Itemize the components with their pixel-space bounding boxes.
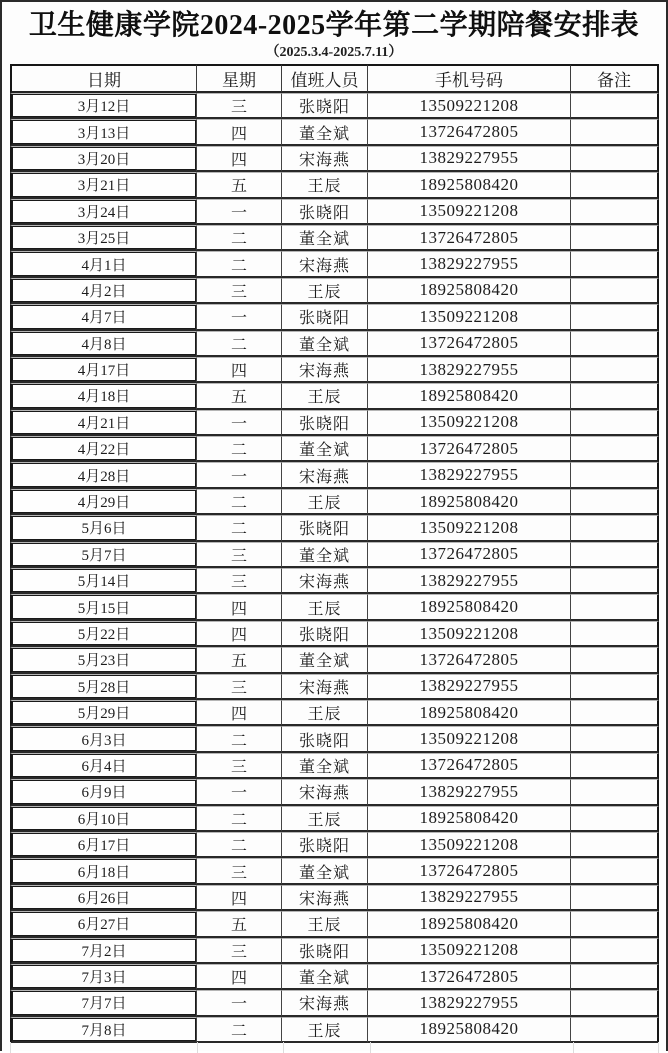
- remark-cell: [571, 779, 659, 805]
- remark-cell: [571, 858, 659, 884]
- remark-cell: [571, 542, 659, 568]
- date-cell: 4月17日: [10, 357, 197, 383]
- person-cell: 宋海燕: [282, 885, 368, 911]
- remark-cell: [571, 119, 659, 145]
- weekday-cell: 四: [197, 621, 282, 647]
- weekday-cell: 三: [197, 93, 282, 119]
- table-header-row: [10, 64, 659, 93]
- phone-cell: 13829227955: [368, 990, 571, 1016]
- remark-cell: [571, 700, 659, 726]
- person-cell: 张晓阳: [282, 938, 368, 964]
- date-cell: 6月10日: [10, 806, 197, 832]
- header-person: 值班人员: [282, 64, 368, 93]
- person-cell: 董全斌: [282, 858, 368, 884]
- remark-cell: [571, 146, 659, 172]
- person-cell: 宋海燕: [282, 779, 368, 805]
- weekday-cell: 二: [197, 225, 282, 251]
- date-cell: 4月8日: [10, 331, 197, 357]
- remark-cell: [571, 225, 659, 251]
- person-cell: 王辰: [282, 172, 368, 198]
- remark-cell: [571, 753, 659, 779]
- person-cell: 王辰: [282, 911, 368, 937]
- person-cell: 宋海燕: [282, 251, 368, 277]
- weekday-cell: 四: [197, 357, 282, 383]
- phone-cell: 13829227955: [368, 146, 571, 172]
- date-cell: 4月21日: [10, 410, 197, 436]
- phone-cell: 13509221208: [368, 621, 571, 647]
- weekday-cell: 四: [197, 146, 282, 172]
- person-cell: 宋海燕: [282, 462, 368, 488]
- remark-cell: [571, 990, 659, 1016]
- table-row: [10, 779, 659, 805]
- weekday-cell: 二: [197, 806, 282, 832]
- table-row: [10, 594, 659, 620]
- weekday-cell: 一: [197, 990, 282, 1016]
- person-cell: 王辰: [282, 383, 368, 409]
- table-row: [10, 990, 659, 1016]
- phone-cell: 18925808420: [368, 383, 571, 409]
- date-cell: 5月14日: [10, 568, 197, 594]
- weekday-cell: 一: [197, 410, 282, 436]
- date-cell: 6月17日: [10, 832, 197, 858]
- table-row: [10, 172, 659, 198]
- person-cell: 张晓阳: [282, 515, 368, 541]
- phone-cell: 13509221208: [368, 199, 571, 225]
- remark-cell: [571, 383, 659, 409]
- person-cell: 董全斌: [282, 225, 368, 251]
- date-cell: 4月22日: [10, 436, 197, 462]
- date-cell: 6月26日: [10, 885, 197, 911]
- weekday-cell: 二: [197, 489, 282, 515]
- person-cell: 张晓阳: [282, 726, 368, 752]
- date-cell: 4月2日: [10, 278, 197, 304]
- date-cell: 5月28日: [10, 674, 197, 700]
- phone-cell: 13509221208: [368, 938, 571, 964]
- table-row: [10, 304, 659, 330]
- remark-cell: [571, 251, 659, 277]
- date-cell: 4月7日: [10, 304, 197, 330]
- remark-cell: [571, 93, 659, 119]
- table-row: [10, 436, 659, 462]
- date-range-subtitle: （2025.3.4-2025.7.11）: [265, 45, 403, 60]
- phone-cell: 13829227955: [368, 357, 571, 383]
- table-row: [10, 542, 659, 568]
- date-cell: 6月3日: [10, 726, 197, 752]
- table-row: [10, 806, 659, 832]
- date-cell: 4月1日: [10, 251, 197, 277]
- date-cell: 5月7日: [10, 542, 197, 568]
- table-row: [10, 199, 659, 225]
- schedule-table-body: [10, 93, 659, 1043]
- phone-cell: 13726472805: [368, 436, 571, 462]
- table-row: [10, 832, 659, 858]
- person-cell: 宋海燕: [282, 146, 368, 172]
- person-cell: 董全斌: [282, 331, 368, 357]
- table-row: [10, 489, 659, 515]
- phone-cell: 18925808420: [368, 594, 571, 620]
- phone-cell: 18925808420: [368, 1017, 571, 1043]
- person-cell: 张晓阳: [282, 621, 368, 647]
- person-cell: 董全斌: [282, 119, 368, 145]
- remark-cell: [571, 568, 659, 594]
- weekday-cell: 三: [197, 278, 282, 304]
- person-cell: 宋海燕: [282, 357, 368, 383]
- table-row: [10, 911, 659, 937]
- phone-cell: 13509221208: [368, 410, 571, 436]
- remark-cell: [571, 911, 659, 937]
- table-row: [10, 858, 659, 884]
- table-row: [10, 938, 659, 964]
- weekday-cell: 四: [197, 119, 282, 145]
- table-row: [10, 119, 659, 145]
- weekday-cell: 三: [197, 753, 282, 779]
- person-cell: 王辰: [282, 700, 368, 726]
- person-cell: 董全斌: [282, 542, 368, 568]
- date-cell: 6月18日: [10, 858, 197, 884]
- phone-cell: 13829227955: [368, 568, 571, 594]
- remark-cell: [571, 964, 659, 990]
- weekday-cell: 五: [197, 911, 282, 937]
- weekday-cell: 三: [197, 858, 282, 884]
- phone-cell: 13726472805: [368, 858, 571, 884]
- person-cell: 董全斌: [282, 436, 368, 462]
- duty-schedule-table: [10, 64, 659, 1043]
- date-cell: 3月21日: [10, 172, 197, 198]
- phone-cell: 13726472805: [368, 225, 571, 251]
- weekday-cell: 五: [197, 172, 282, 198]
- date-cell: 7月2日: [10, 938, 197, 964]
- phone-cell: 13726472805: [368, 647, 571, 673]
- date-cell: 6月27日: [10, 911, 197, 937]
- table-row: [10, 251, 659, 277]
- person-cell: 宋海燕: [282, 568, 368, 594]
- phone-cell: 13829227955: [368, 674, 571, 700]
- table-row: [10, 93, 659, 119]
- person-cell: 王辰: [282, 594, 368, 620]
- table-row: [10, 1017, 659, 1043]
- date-cell: 4月28日: [10, 462, 197, 488]
- date-cell: 7月7日: [10, 990, 197, 1016]
- date-cell: 3月24日: [10, 199, 197, 225]
- remark-cell: [571, 172, 659, 198]
- phone-cell: 13509221208: [368, 304, 571, 330]
- weekday-cell: 四: [197, 700, 282, 726]
- weekday-cell: 二: [197, 331, 282, 357]
- phone-cell: 13829227955: [368, 885, 571, 911]
- weekday-cell: 三: [197, 674, 282, 700]
- remark-cell: [571, 462, 659, 488]
- table-row: [10, 357, 659, 383]
- weekday-cell: 二: [197, 726, 282, 752]
- phone-cell: 13829227955: [368, 251, 571, 277]
- date-cell: 4月29日: [10, 489, 197, 515]
- phone-cell: 18925808420: [368, 806, 571, 832]
- date-cell: 5月15日: [10, 594, 197, 620]
- remark-cell: [571, 331, 659, 357]
- table-row: [10, 146, 659, 172]
- ghost-gridlines: [10, 1042, 659, 1053]
- date-cell: 5月22日: [10, 621, 197, 647]
- weekday-cell: 一: [197, 304, 282, 330]
- weekday-cell: 二: [197, 1017, 282, 1043]
- phone-cell: 13829227955: [368, 779, 571, 805]
- phone-cell: 13509221208: [368, 726, 571, 752]
- person-cell: 张晓阳: [282, 832, 368, 858]
- date-cell: 3月25日: [10, 225, 197, 251]
- remark-cell: [571, 621, 659, 647]
- date-cell: 6月4日: [10, 753, 197, 779]
- weekday-cell: 五: [197, 383, 282, 409]
- remark-cell: [571, 594, 659, 620]
- table-row: [10, 621, 659, 647]
- weekday-cell: 四: [197, 964, 282, 990]
- table-row: [10, 674, 659, 700]
- weekday-cell: 四: [197, 885, 282, 911]
- remark-cell: [571, 726, 659, 752]
- person-cell: 董全斌: [282, 753, 368, 779]
- phone-cell: 13726472805: [368, 964, 571, 990]
- person-cell: 张晓阳: [282, 304, 368, 330]
- person-cell: 宋海燕: [282, 990, 368, 1016]
- remark-cell: [571, 278, 659, 304]
- table-row: [10, 515, 659, 541]
- person-cell: 王辰: [282, 489, 368, 515]
- phone-cell: 18925808420: [368, 911, 571, 937]
- person-cell: 王辰: [282, 278, 368, 304]
- phone-cell: 13726472805: [368, 331, 571, 357]
- date-cell: 5月29日: [10, 700, 197, 726]
- phone-cell: 13726472805: [368, 119, 571, 145]
- remark-cell: [571, 832, 659, 858]
- table-row: [10, 331, 659, 357]
- weekday-cell: 五: [197, 647, 282, 673]
- weekday-cell: 一: [197, 199, 282, 225]
- table-row: [10, 383, 659, 409]
- weekday-cell: 二: [197, 515, 282, 541]
- remark-cell: [571, 357, 659, 383]
- header-phone: 手机号码: [368, 64, 571, 93]
- phone-cell: 13509221208: [368, 93, 571, 119]
- phone-cell: 18925808420: [368, 700, 571, 726]
- header-weekday: 星期: [197, 64, 282, 93]
- table-row: [10, 278, 659, 304]
- table-row: [10, 225, 659, 251]
- phone-cell: 13829227955: [368, 462, 571, 488]
- date-cell: 7月8日: [10, 1017, 197, 1043]
- person-cell: 董全斌: [282, 647, 368, 673]
- phone-cell: 18925808420: [368, 278, 571, 304]
- table-row: [10, 726, 659, 752]
- date-cell: 3月13日: [10, 119, 197, 145]
- date-cell: 3月12日: [10, 93, 197, 119]
- remark-cell: [571, 489, 659, 515]
- weekday-cell: 二: [197, 832, 282, 858]
- remark-cell: [571, 410, 659, 436]
- date-cell: 7月3日: [10, 964, 197, 990]
- phone-cell: 13726472805: [368, 542, 571, 568]
- date-cell: 5月6日: [10, 515, 197, 541]
- table-row: [10, 647, 659, 673]
- remark-cell: [571, 647, 659, 673]
- date-cell: 4月18日: [10, 383, 197, 409]
- person-cell: 王辰: [282, 806, 368, 832]
- weekday-cell: 三: [197, 568, 282, 594]
- table-row: [10, 462, 659, 488]
- remark-cell: [571, 515, 659, 541]
- remark-cell: [571, 1017, 659, 1043]
- table-row: [10, 964, 659, 990]
- page-title: 卫生健康学院2024-2025学年第二学期陪餐安排表: [28, 10, 640, 41]
- weekday-cell: 二: [197, 251, 282, 277]
- remark-cell: [571, 938, 659, 964]
- person-cell: 王辰: [282, 1017, 368, 1043]
- date-cell: 6月9日: [10, 779, 197, 805]
- table-row: [10, 568, 659, 594]
- table-row: [10, 410, 659, 436]
- weekday-cell: 一: [197, 462, 282, 488]
- header-date: 日期: [10, 64, 197, 93]
- weekday-cell: 二: [197, 436, 282, 462]
- header-remark: 备注: [571, 64, 659, 93]
- table-row: [10, 753, 659, 779]
- remark-cell: [571, 199, 659, 225]
- person-cell: 张晓阳: [282, 93, 368, 119]
- phone-cell: 13509221208: [368, 515, 571, 541]
- phone-cell: 18925808420: [368, 172, 571, 198]
- table-row: [10, 700, 659, 726]
- remark-cell: [571, 674, 659, 700]
- person-cell: 宋海燕: [282, 674, 368, 700]
- date-cell: 3月20日: [10, 146, 197, 172]
- date-cell: 5月23日: [10, 647, 197, 673]
- phone-cell: 18925808420: [368, 489, 571, 515]
- remark-cell: [571, 885, 659, 911]
- remark-cell: [571, 304, 659, 330]
- remark-cell: [571, 436, 659, 462]
- person-cell: 董全斌: [282, 964, 368, 990]
- weekday-cell: 四: [197, 594, 282, 620]
- phone-cell: 13726472805: [368, 753, 571, 779]
- phone-cell: 13509221208: [368, 832, 571, 858]
- weekday-cell: 三: [197, 542, 282, 568]
- weekday-cell: 三: [197, 938, 282, 964]
- weekday-cell: 一: [197, 779, 282, 805]
- person-cell: 张晓阳: [282, 410, 368, 436]
- remark-cell: [571, 806, 659, 832]
- person-cell: 张晓阳: [282, 199, 368, 225]
- table-row: [10, 885, 659, 911]
